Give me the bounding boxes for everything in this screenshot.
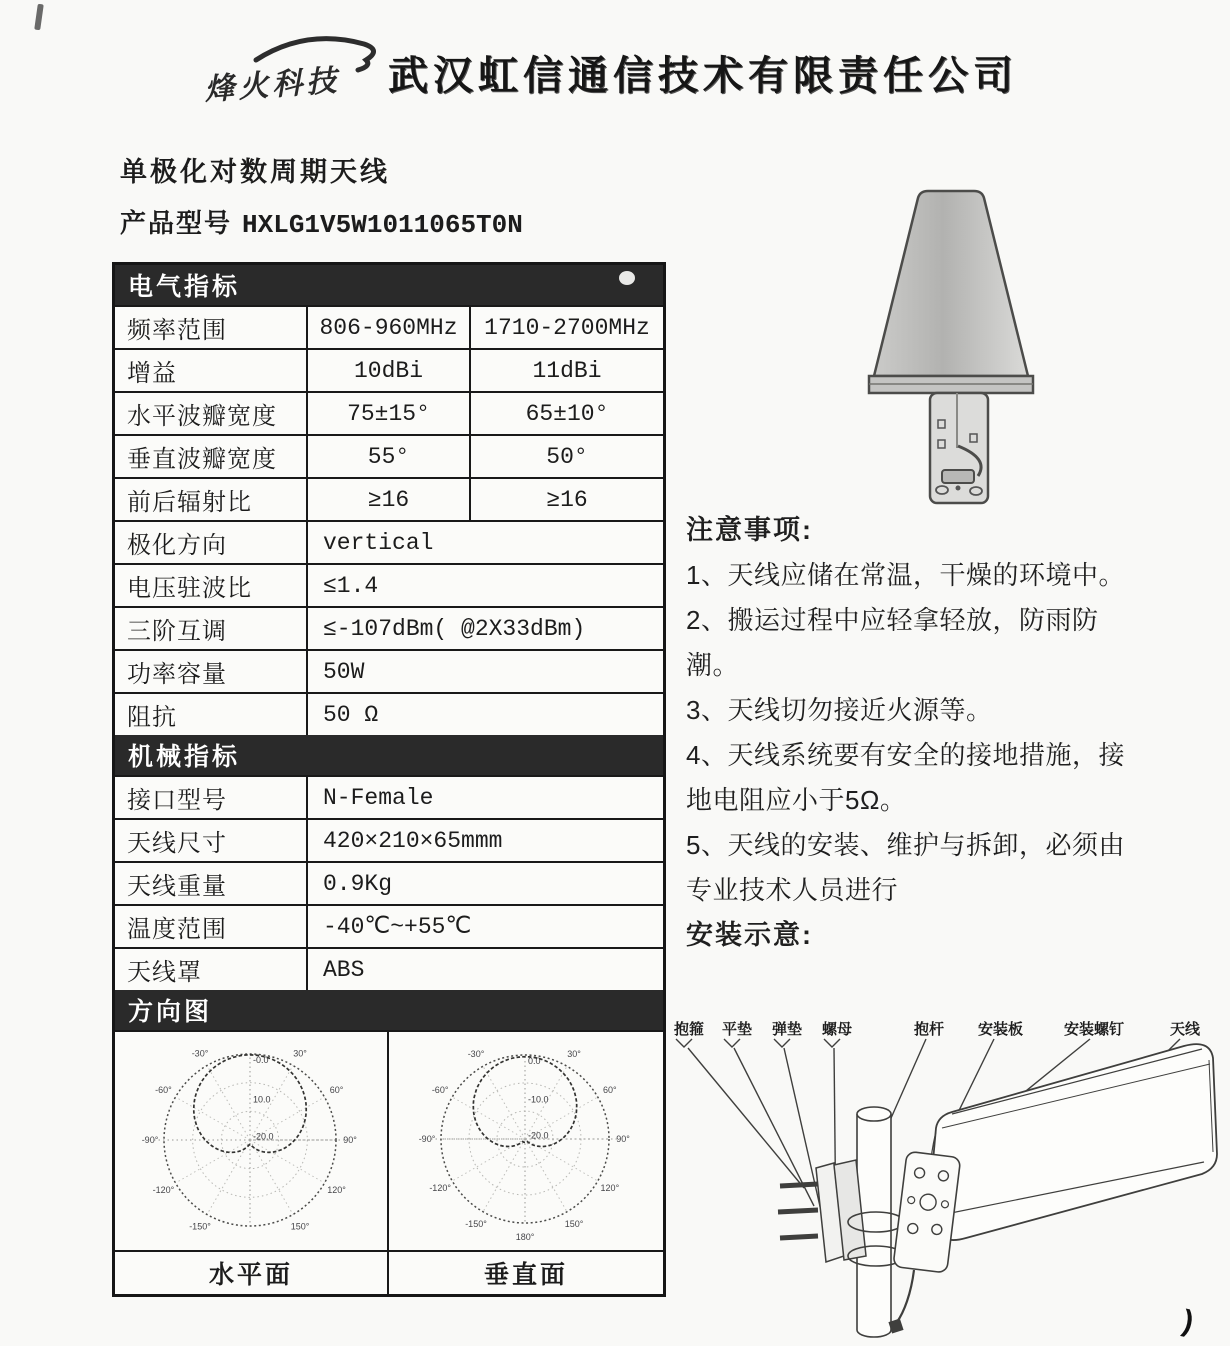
svg-text:60°: 60° bbox=[603, 1085, 617, 1095]
table-row bbox=[115, 563, 663, 606]
table-row bbox=[115, 520, 663, 563]
spec-value: ≤1.4 bbox=[323, 572, 379, 599]
antenna-photo bbox=[838, 182, 1063, 512]
polar-plot-horizontal bbox=[115, 1034, 387, 1248]
table-row bbox=[115, 649, 663, 692]
spec-value: ≤-107dBm( @2X33dBm) bbox=[323, 615, 586, 642]
note-item: 5、天线的安装、维护与拆卸，必须由专业技术人员进行 bbox=[686, 830, 1125, 905]
svg-text:90°: 90° bbox=[616, 1134, 630, 1144]
scan-artifact-dot bbox=[619, 271, 635, 285]
spec-value: N-Female bbox=[323, 784, 434, 811]
spec-label: 增益 bbox=[115, 350, 308, 391]
spec-value: 0.9Kg bbox=[323, 870, 393, 897]
spec-label: 接口型号 bbox=[115, 777, 308, 818]
svg-text:120°: 120° bbox=[600, 1183, 620, 1193]
spec-value: 65±10° bbox=[525, 400, 609, 427]
table-row bbox=[115, 391, 663, 434]
svg-text:-20.0: -20.0 bbox=[528, 1130, 549, 1141]
product-model-label: 产品型号 bbox=[120, 208, 233, 238]
pattern-plots bbox=[115, 1030, 663, 1250]
table-row bbox=[115, 692, 663, 735]
install-title: 安装示意: bbox=[686, 920, 813, 950]
mounting-plate bbox=[893, 1151, 961, 1273]
spec-label: 频率范围 bbox=[115, 307, 308, 348]
table-row bbox=[115, 305, 663, 348]
svg-text:60°: 60° bbox=[329, 1085, 344, 1095]
spec-label: 前后辐射比 bbox=[115, 479, 308, 520]
spec-value: 55° bbox=[308, 436, 471, 477]
spec-value: -40℃~+55℃ bbox=[323, 914, 472, 940]
table-row bbox=[115, 947, 663, 990]
svg-text:30°: 30° bbox=[293, 1048, 307, 1059]
svg-text:-30°: -30° bbox=[191, 1048, 209, 1059]
install-label: 抱杆 bbox=[914, 1021, 945, 1038]
polar-plot-vertical bbox=[390, 1035, 662, 1247]
pattern-plot-cell bbox=[389, 1032, 663, 1250]
spec-value: 50° bbox=[546, 443, 588, 470]
spec-value: 806-960MHz bbox=[308, 307, 471, 348]
spec-table bbox=[112, 262, 666, 1297]
spec-value: 10dBi bbox=[308, 350, 471, 391]
notes-block bbox=[686, 508, 1138, 958]
install-label: 天线 bbox=[1170, 1021, 1201, 1038]
svg-text:-120°: -120° bbox=[152, 1185, 175, 1195]
pattern-caption-vertical: 垂直面 bbox=[483, 1261, 568, 1289]
table-row bbox=[115, 904, 663, 947]
table-row bbox=[115, 861, 663, 904]
spec-value: 420×210×65mmm bbox=[323, 827, 503, 854]
note-item: 2、搬运过程中应轻拿轻放，防雨防潮。 bbox=[686, 605, 1099, 680]
install-label: 抱箍 bbox=[674, 1021, 705, 1038]
spec-label: 电压驻波比 bbox=[115, 565, 308, 606]
spec-value: 50 Ω bbox=[323, 701, 379, 728]
svg-text:120°: 120° bbox=[327, 1185, 346, 1195]
spec-value: ≥16 bbox=[308, 479, 471, 520]
svg-text:30°: 30° bbox=[567, 1049, 581, 1060]
table-row bbox=[115, 818, 663, 861]
section-title: 方向图 bbox=[128, 998, 213, 1026]
svg-text:-120°: -120° bbox=[429, 1183, 451, 1193]
radome bbox=[874, 191, 1028, 376]
section-header-mechanical bbox=[115, 735, 663, 775]
spec-value: 75±15° bbox=[308, 393, 471, 434]
installation-diagram bbox=[664, 1016, 1229, 1341]
svg-text:-150°: -150° bbox=[189, 1221, 211, 1232]
company-name: 武汉虹信通信技术有限责任公司 bbox=[388, 54, 1018, 98]
product-category: 单极化对数周期天线 bbox=[120, 157, 390, 187]
note-item: 4、天线系统要有安全的接地措施，接地电阻应小于5Ω。 bbox=[686, 740, 1125, 815]
table-row bbox=[115, 434, 663, 477]
note-item: 3、天线切勿接近火源等。 bbox=[686, 695, 993, 725]
svg-text:-90°: -90° bbox=[418, 1134, 436, 1144]
table-row bbox=[115, 775, 663, 818]
table-row bbox=[115, 606, 663, 649]
pattern-captions bbox=[115, 1250, 663, 1294]
spec-value: 11dBi bbox=[532, 357, 602, 384]
svg-text:-150°: -150° bbox=[465, 1218, 487, 1229]
pattern-plot-cell bbox=[115, 1032, 389, 1250]
scan-artifact-mark bbox=[34, 4, 44, 31]
pattern-caption-horizontal: 水平面 bbox=[115, 1252, 389, 1294]
feed-cable bbox=[888, 1270, 914, 1334]
install-label: 安装板 bbox=[978, 1021, 1024, 1038]
spec-label: 天线尺寸 bbox=[115, 820, 308, 861]
section-title: 电气指标 bbox=[128, 273, 241, 301]
svg-text:90°: 90° bbox=[343, 1135, 357, 1145]
spec-label: 阻抗 bbox=[115, 694, 308, 735]
section-title: 机械指标 bbox=[128, 743, 241, 771]
section-header-pattern bbox=[115, 990, 663, 1030]
svg-text:0.0: 0.0 bbox=[528, 1055, 541, 1066]
table-row bbox=[115, 477, 663, 520]
install-label: 平垫 bbox=[722, 1021, 753, 1038]
table-row bbox=[115, 348, 663, 391]
notes-title: 注意事项: bbox=[686, 515, 813, 545]
svg-text:180°: 180° bbox=[515, 1232, 535, 1242]
spec-value: vertical bbox=[323, 529, 434, 556]
svg-text:-90°: -90° bbox=[141, 1135, 159, 1145]
svg-text:-10.0: -10.0 bbox=[528, 1094, 549, 1105]
svg-text:150°: 150° bbox=[290, 1221, 310, 1232]
section-header-electrical bbox=[115, 265, 663, 305]
spec-label: 温度范围 bbox=[115, 906, 308, 947]
spec-value: 1710-2700MHz bbox=[484, 314, 650, 341]
svg-text:-60°: -60° bbox=[155, 1085, 172, 1095]
install-label: 安装螺钉 bbox=[1064, 1021, 1125, 1038]
spec-label: 极化方向 bbox=[115, 522, 308, 563]
spec-label: 天线重量 bbox=[115, 863, 308, 904]
svg-text:-30°: -30° bbox=[467, 1049, 485, 1060]
note-item: 1、天线应储在常温，干燥的环境中。 bbox=[686, 560, 1125, 590]
product-model-line bbox=[120, 203, 523, 240]
spec-label: 三阶互调 bbox=[115, 608, 308, 649]
spec-label: 功率容量 bbox=[115, 651, 308, 692]
antenna-body bbox=[930, 1044, 1217, 1240]
svg-text:150°: 150° bbox=[564, 1218, 584, 1229]
spec-label: 垂直波瓣宽度 bbox=[115, 436, 308, 477]
install-label: 弹垫 bbox=[772, 1021, 803, 1038]
spec-value: ABS bbox=[323, 956, 365, 983]
install-label: 螺母 bbox=[822, 1021, 853, 1038]
logo-text: 烽火科技 bbox=[203, 63, 342, 108]
spec-value: 50W bbox=[323, 658, 365, 685]
svg-text:-20.0: -20.0 bbox=[253, 1131, 274, 1142]
svg-text:-60°: -60° bbox=[431, 1085, 449, 1095]
spec-label: 天线罩 bbox=[115, 949, 308, 990]
spec-value: ≥16 bbox=[546, 486, 588, 513]
product-model-code: HXLG1V5W1011065T0N bbox=[242, 210, 523, 240]
spec-label: 水平波瓣宽度 bbox=[115, 393, 308, 434]
company-logo bbox=[196, 26, 386, 118]
svg-text:-0.0: -0.0 bbox=[253, 1055, 269, 1066]
svg-text:10.0: 10.0 bbox=[253, 1094, 271, 1105]
scan-artifact-mark: ) bbox=[1179, 1304, 1197, 1339]
